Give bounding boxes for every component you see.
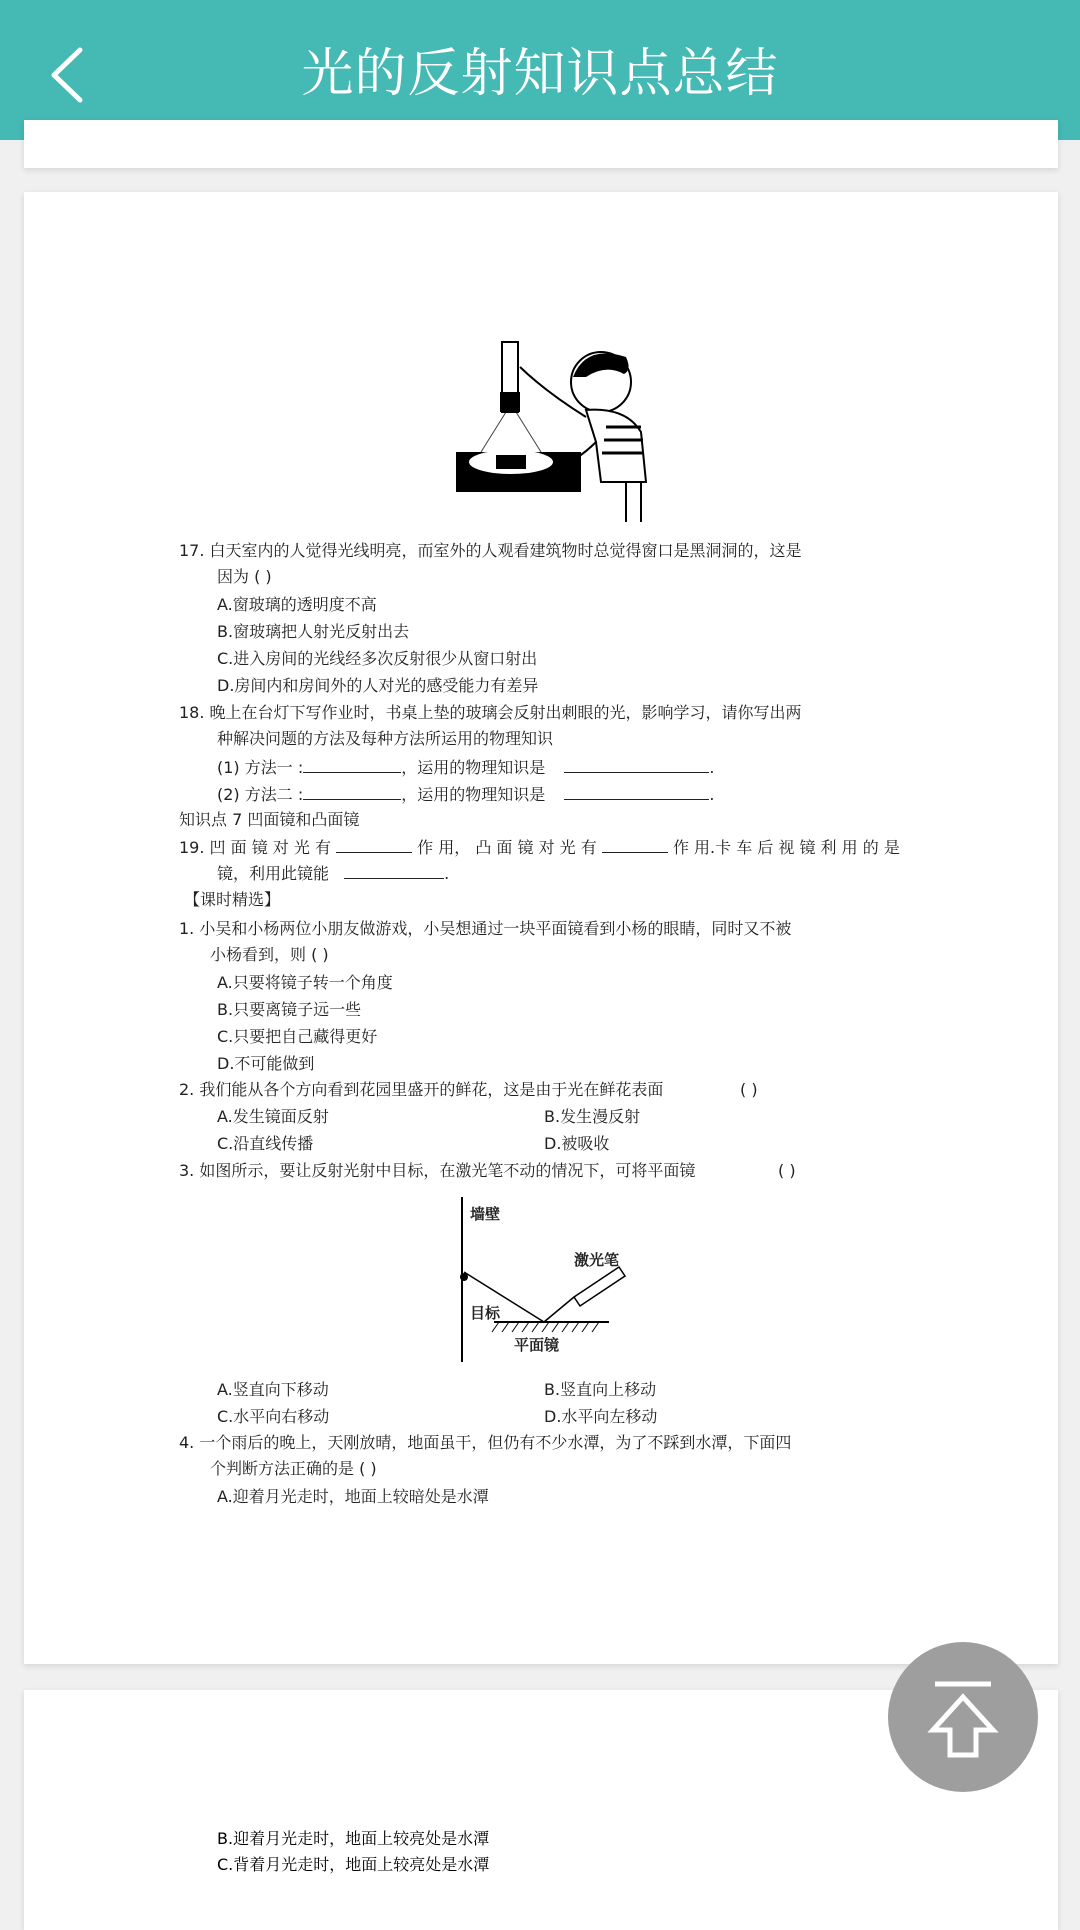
question-17-option-b: B.窗玻璃把人射光反射出去: [217, 622, 410, 641]
practice-3-line1: 3. 如图所示，要让反射光射中目标，在激光笔不动的情况下，可将平面镜: [179, 1161, 696, 1180]
answer-blank: [564, 783, 709, 800]
question-17-line1: 17. 白天室内的人觉得光线明亮，而室外的人观看建筑物时总觉得窗口是黑洞洞的，这是: [179, 541, 802, 560]
answer-blank: [602, 836, 668, 853]
practice-3-option-c: C.水平向右移动: [217, 1407, 330, 1426]
practice-1-option-b: B.只要离镜子远一些: [217, 1000, 362, 1019]
answer-blank: [564, 756, 709, 773]
answer-blank: [303, 783, 401, 800]
question-17-option-c: C.进入房间的光线经多次反射很少从窗口射出: [217, 649, 538, 668]
laser-mirror-figure: [424, 1197, 664, 1367]
figure-label-target: 目标: [470, 1304, 501, 1322]
figure-label-laser: 激光笔: [574, 1251, 620, 1269]
page-title: 光的反射知识点总结: [301, 44, 779, 104]
figure-label-wall: 墙壁: [470, 1205, 501, 1223]
practice-4-option-c: C.背着月光走时，地面上较亮处是水潭: [217, 1855, 490, 1874]
app-header: [0, 0, 1080, 140]
figure-label-mirror: 平面镜: [514, 1336, 560, 1354]
q19-part-b: 作 用， 凸 面 镜 对 光 有: [417, 838, 597, 857]
practice-1-option-c: C.只要把自己藏得更好: [217, 1027, 378, 1046]
practice-2-option-d: D.被吸收: [544, 1134, 610, 1153]
q19-line2-text: 镜，利用此镜能: [217, 864, 330, 883]
practice-2-option-b: B.发生漫反射: [544, 1107, 641, 1126]
answer-blank: [336, 836, 412, 853]
document-page: [24, 192, 1058, 1664]
practice-4-line1: 4. 一个雨后的晚上，天刚放晴，地面虽干，但仍有不少水潭，为了不踩到水潭，下面四: [179, 1433, 792, 1452]
method1-prefix: (1) 方法一 :: [217, 758, 304, 777]
method2-mid: ，运用的物理知识是: [401, 785, 546, 804]
question-18-method2: (2) 方法二 : ，运用的物理知识是 .: [217, 785, 715, 804]
answer-blank: [303, 756, 401, 773]
knowledge-point-7: 知识点 7 凹面镜和凸面镜: [179, 810, 360, 829]
question-19-line2: 镜，利用此镜能 .: [217, 864, 450, 883]
scroll-to-top-button[interactable]: [888, 1642, 1038, 1792]
section-heading: 【课时精选】: [184, 890, 281, 909]
practice-2-line1: 2. 我们能从各个方向看到花园里盛开的鲜花，这是由于光在鲜花表面: [179, 1080, 664, 1099]
arrow-up-to-top-icon: [888, 1642, 1038, 1792]
practice-4-option-b: B.迎着月光走时，地面上较亮处是水潭: [217, 1829, 490, 1848]
q19-part-a: 19. 凹 面 镜 对 光 有: [179, 838, 331, 857]
question-19-line1: [179, 836, 900, 859]
method2-prefix: (2) 方法二 :: [217, 785, 304, 804]
method1-mid: ，运用的物理知识是: [401, 758, 546, 777]
practice-2-paren: ( ): [740, 1080, 758, 1099]
practice-3-option-b: B.竖直向上移动: [544, 1380, 657, 1399]
document-page-previous: [24, 120, 1058, 168]
practice-1-option-a: A.只要将镜子转一个角度: [217, 973, 393, 992]
question-17-line2: 因为 ( ): [217, 567, 272, 586]
practice-3-option-a: A.竖直向下移动: [217, 1380, 329, 1399]
answer-blank: [344, 862, 444, 879]
question-17-option-d: D.房间内和房间外的人对光的感受能力有差异: [217, 676, 539, 695]
practice-1-line1: 1. 小吴和小杨两位小朋友做游戏，小吴想通过一块平面镜看到小杨的眼睛，同时又不被: [179, 919, 792, 938]
question-18-line2: 种解决问题的方法及每种方法所运用的物理知识: [217, 729, 554, 748]
practice-4-option-a: A.迎着月光走时，地面上较暗处是水潭: [217, 1487, 489, 1506]
flashlight-boy-figure: [436, 322, 676, 522]
practice-3-paren: ( ): [778, 1161, 796, 1180]
question-18-method1: (1) 方法一 : ，运用的物理知识是 .: [217, 758, 715, 777]
q19-part-c: 作 用.卡 车 后 视 镜 利 用 的 是: [672, 838, 900, 857]
practice-1-option-d: D.不可能做到: [217, 1054, 315, 1073]
question-17-option-a: A.窗玻璃的透明度不高: [217, 595, 377, 614]
practice-2-option-a: A.发生镜面反射: [217, 1107, 329, 1126]
question-18-line1: 18. 晚上在台灯下写作业时，书桌上垫的玻璃会反射出刺眼的光，影响学习，请你写出两: [179, 703, 802, 722]
practice-1-line2: 小杨看到，则 ( ): [210, 945, 329, 964]
practice-2-option-c: C.沿直线传播: [217, 1134, 314, 1153]
practice-4-line2: 个判断方法正确的是 ( ): [210, 1459, 377, 1478]
practice-3-option-d: D.水平向左移动: [544, 1407, 658, 1426]
